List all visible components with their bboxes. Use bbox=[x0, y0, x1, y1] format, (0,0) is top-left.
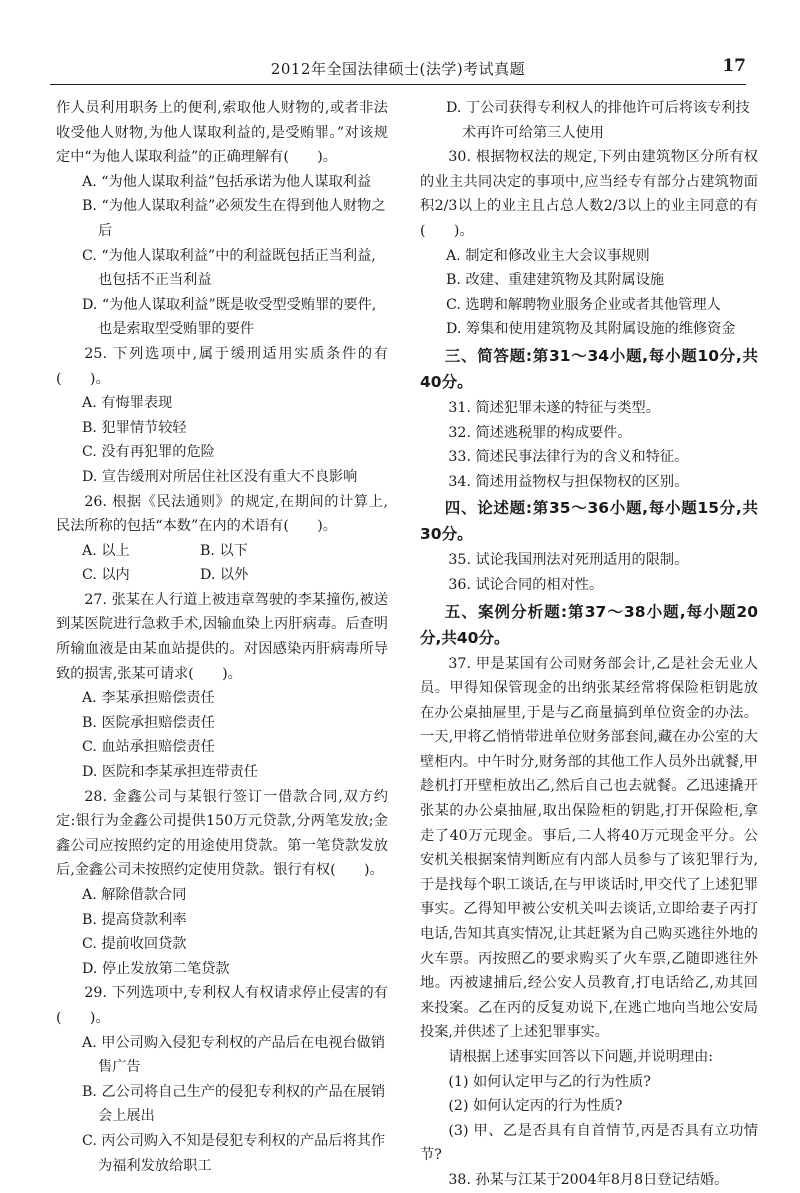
page-number: 17 bbox=[722, 56, 746, 76]
option-row bbox=[56, 563, 388, 588]
paragraph: 37. 甲是某国有公司财务部会计,乙是社会无业人员。甲得知保管现金的出纳张某经常将保险柜钥匙放在办公桌抽屉里,于是与乙商量搞到单位资金的办法。一天,甲将乙悄悄带进单位财务部套间,藏在办公室的大壁柜内。中午时分,财务部的其他工作人员外出就餐,甲趁机打开壁柜放出乙,然后自己也去就餐。乙迅速撬开张某的办公桌抽屉,取出保险柜的钥匙,打开保险柜,拿走了40万元现金。事后,二人将40万元现金平分。公安机关根据案情判断应有内部人员参与了该犯罪行为,于是找每个职工谈话,在与甲谈话时,甲交代了上述犯罪事实。乙得知甲被公安机关叫去谈话,立即给妻子丙打电话,告知其真实情况,让其赶紧为自己购买逃往外地的火车票。丙按照乙的要求购买了火车票,乙随即逃往外地。丙被逮捕后,经公安人员教育,打电话给乙,劝其回来投案。乙在丙的反复劝说下,在逃亡地向当地公安局投案,并供述了上述犯罪事实。 bbox=[420, 655, 758, 1041]
option-text: C. 血站承担赔偿责任 bbox=[82, 739, 215, 756]
option-text: C. 没有再犯罪的危险 bbox=[82, 444, 215, 461]
option-text: A. 甲公司购入侵犯专利权的产品后在电视台做销售广告 bbox=[82, 1034, 386, 1076]
option-text: B. 医院承担赔偿责任 bbox=[82, 714, 215, 731]
option-text: C. 以内 bbox=[82, 567, 130, 584]
paragraph: 34. 简述用益物权与担保物权的区别。 bbox=[448, 473, 689, 490]
paragraph: 30. 根据物权法的规定,下列由建筑物区分所有权的业主共同决定的事项中,应当经专有部分占建筑物面积2/3以上的业主且占总人数2/3以上的业主同意的有( )。 bbox=[420, 149, 758, 239]
section-heading: 四、论述题:第35～36小题,每小题15分,共30分。 bbox=[420, 499, 758, 544]
paragraph: 请根据上述事实回答以下问题,并说明理由: bbox=[448, 1049, 714, 1065]
paragraph: 31. 简述犯罪未遂的特征与类型。 bbox=[448, 399, 660, 416]
paragraph: 32. 简述逃税罪的构成要件。 bbox=[448, 424, 632, 441]
right-column bbox=[420, 96, 758, 1193]
option-text: C. 选聘和解聘物业服务企业或者其他管理人 bbox=[446, 296, 721, 313]
paragraph: (1) 如何认定甲与乙的行为性质? bbox=[448, 1073, 651, 1090]
option-text: B. “为他人谋取利益”必须发生在得到他人财物之后 bbox=[82, 198, 386, 239]
option-text: A. 解除借款合同 bbox=[82, 887, 187, 903]
paragraph: 35. 试论我国刑法对死刑适用的限制。 bbox=[448, 552, 689, 569]
left-column bbox=[56, 96, 388, 1178]
option-text: D. 筹集和使用建筑物及其附属设施的维修资金 bbox=[446, 321, 736, 338]
running-header bbox=[50, 56, 746, 85]
option-text: D. 停止发放第二笔贷款 bbox=[82, 960, 230, 977]
section-heading: 五、案例分析题:第37～38小题,每小题20分,共40分。 bbox=[420, 602, 758, 647]
paragraph: 27. 张某在人行道上被违章驾驶的李某撞伤,被送到某医院进行急救手术,因输血染上丙肝病毒。后查明所输血液是由某血站提供的。对因感染丙肝病毒所导致的损害,张某可请求( )。 bbox=[56, 591, 388, 682]
option-text: C. 提前收回贷款 bbox=[82, 936, 187, 953]
paragraph: 29. 下列选项中,专利权人有权请求停止侵害的有( )。 bbox=[56, 985, 388, 1026]
option-text: A. “为他人谋取利益”包括承诺为他人谋取利益 bbox=[82, 173, 372, 190]
paragraph: 26. 根据《民法通则》的规定,在期间的计算上,民法所称的包括“本数”在内的术语有( )。 bbox=[56, 493, 388, 535]
header-title: 2012年全国法律硕士(法学)考试真题 bbox=[270, 60, 526, 78]
option-text: B. 以下 bbox=[200, 542, 248, 559]
option-text: B. 犯罪情节较轻 bbox=[82, 419, 187, 436]
section-heading: 三、简答题:第31～34小题,每小题10分,共40分。 bbox=[420, 346, 758, 391]
option-text: B. 乙公司将自己生产的侵犯专利权的产品在展销会上展出 bbox=[82, 1083, 386, 1125]
option-text: A. 以上 bbox=[82, 542, 130, 559]
paragraph: 38. 孙某与江某于2004年8月8日登记结婚。 bbox=[448, 1171, 729, 1188]
paragraph: 33. 简述民事法律行为的含义和特征。 bbox=[448, 449, 689, 466]
paragraph: 25. 下列选项中,属于缓刑适用实质条件的有( )。 bbox=[56, 345, 388, 387]
option-text: D. 宣告缓刑对所居住社区没有重大不良影响 bbox=[82, 468, 358, 485]
option-text: A. 有悔罪表现 bbox=[82, 395, 173, 412]
paragraph: 36. 试论合同的相对性。 bbox=[448, 576, 604, 593]
option-text: C. “为他人谋取利益”中的利益既包括正当利益,也包括不正当利益 bbox=[82, 247, 376, 289]
option-text: B. 提高贷款利率 bbox=[82, 911, 187, 928]
option-text: A. 李某承担赔偿责任 bbox=[82, 690, 215, 707]
paragraph: (2) 如何认定丙的行为性质? bbox=[448, 1098, 623, 1115]
option-text: D. 以外 bbox=[200, 567, 249, 584]
option-row bbox=[56, 539, 388, 564]
paragraph-continued: 作人员利用职务上的便利,索取他人财物的,或者非法收受他人财物,为他人谋取利益的,是受贿罪。”对该规定中“为他人谋取利益”的正确理解有( )。 bbox=[56, 100, 388, 166]
paragraph: 28. 金鑫公司与某银行签订一借款合同,双方约定:银行为金鑫公司提供150万元贷款,分两笔发放;金鑫公司应按照约定的用途使用贷款。第一笔贷款发放后,金鑫公司未按照约定使用贷款。银行有权( )。 bbox=[56, 788, 388, 879]
option-text: A. 制定和修改业主大会议事规则 bbox=[446, 247, 650, 264]
option-text: D. 医院和李某承担连带责任 bbox=[82, 764, 258, 781]
paragraph: (3) 甲、乙是否具有自首情节,丙是否具有立功情节? bbox=[420, 1122, 758, 1164]
option-text: B. 改建、重建建筑物及其附属设施 bbox=[446, 272, 665, 289]
option-text: C. 丙公司购入不知是侵犯专利权的产品后将其作为福利发放给职工 bbox=[82, 1132, 386, 1174]
option-text: D. “为他人谋取利益”既是收受型受贿罪的要件,也是索取型受贿罪的要件 bbox=[82, 296, 377, 338]
option-text: D. 丁公司获得专利权人的排他许可后将该专利技术再许可给第三人使用 bbox=[446, 100, 750, 141]
